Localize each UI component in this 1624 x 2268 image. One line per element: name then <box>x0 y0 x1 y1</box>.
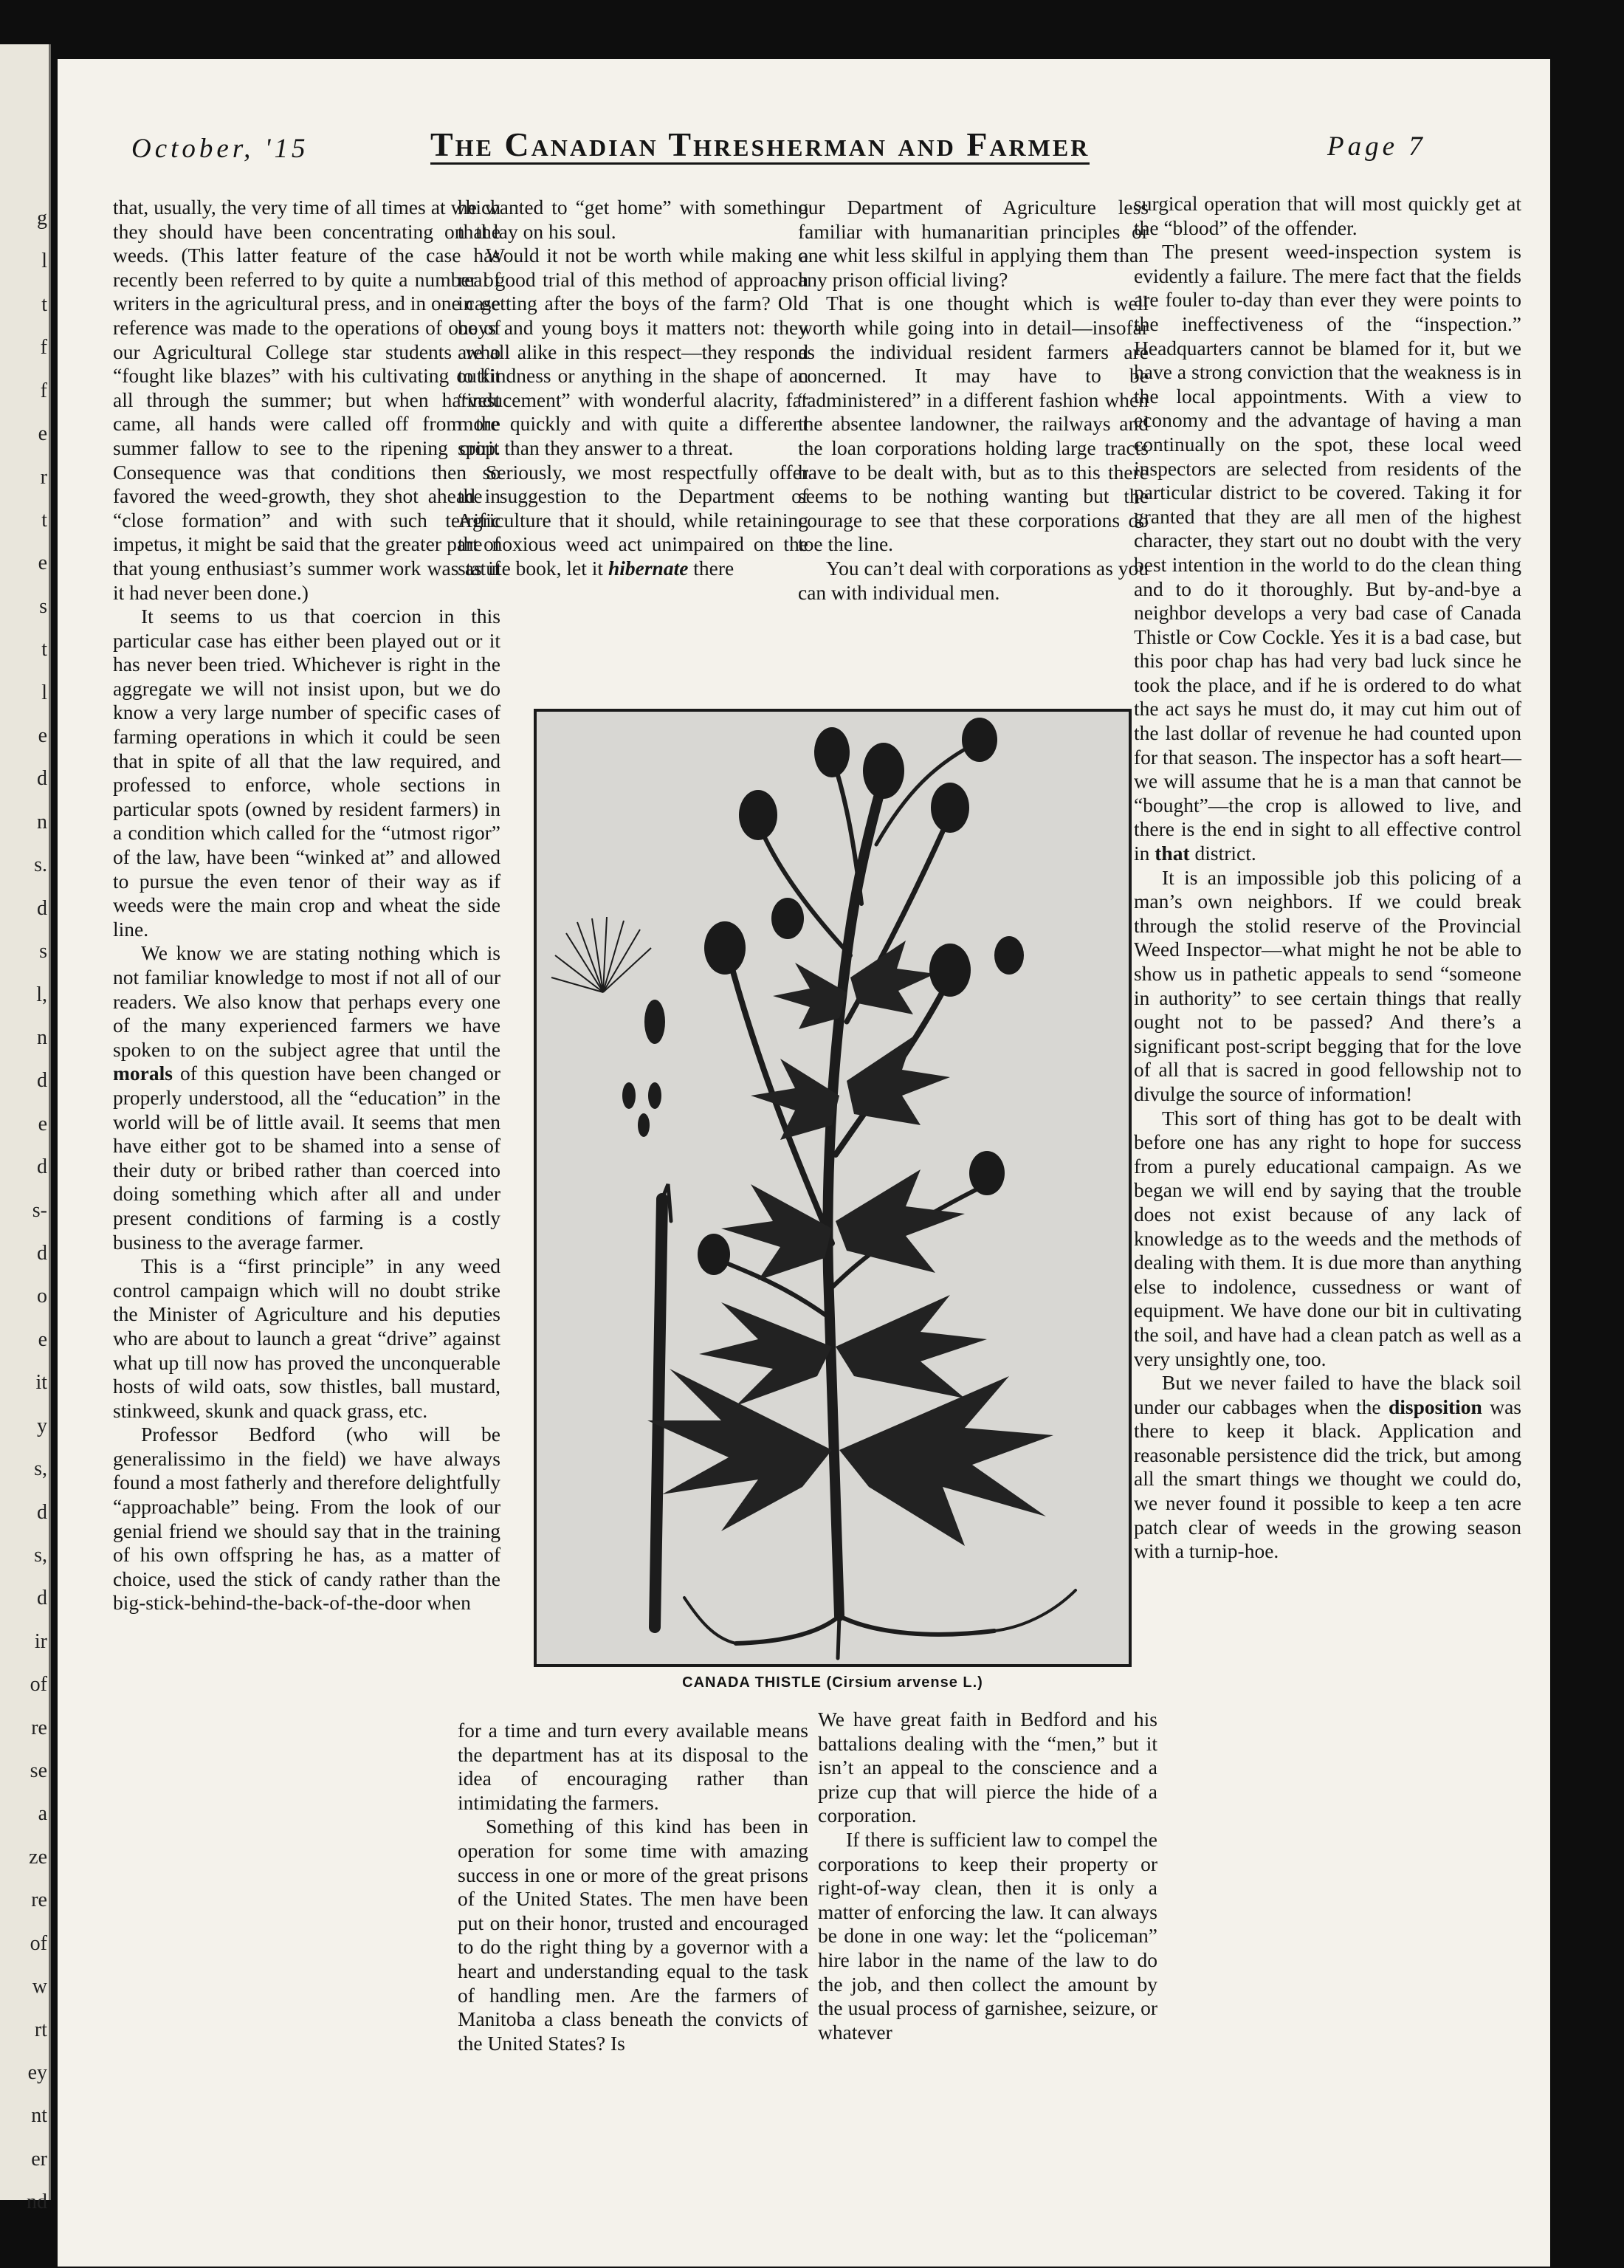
paragraph: Something of this kind has been in operation for some time with amazing success in one or more of the great prisons of the United States. The men have been put on their honor, trusted and encouraged to do the right thing by a governor with a heart and understanding equal to the task of handling men. Are the farmers of Manitoba a class beneath the convicts of the United States? Is <box>458 1815 808 2055</box>
paragraph: That is one thought which is well worth while going into in detail—insofar as the individual resident farmers are concerned. It may have to be “administered” in a different fashion when the absentee landowner, the railways and the loan corporations holding large tracts have to be dealt with, but as to this there seems to be nothing wanting but the courage to see that these corporations do toe the line. <box>798 292 1149 556</box>
prev-page-fragment: d <box>37 1242 47 1265</box>
prev-page-fragment: er <box>31 2148 47 2171</box>
prev-page-fragment: e <box>38 422 47 445</box>
prev-page-fragment: ze <box>29 1846 47 1869</box>
emphasis-disposition: disposition <box>1388 1395 1482 1418</box>
prev-page-fragment: nd <box>27 2190 47 2213</box>
prev-page-fragment: s, <box>34 1457 47 1480</box>
paragraph: You can’t deal with corporations as you can with individual men. <box>798 556 1149 604</box>
prev-page-fragment: l, <box>36 983 47 1006</box>
prev-page-fragment: s. <box>34 853 47 876</box>
thistle-illustration <box>537 712 1129 1664</box>
paragraph: It seems to us that coercion in this particular case has either been played out or it has never been tried. Whichever is right in the aggregate we will not insist upon, but we do know a very large number of specific cases of farming operations in which it could be seen that in spite of all that the law required, and professed to enforce, whole sections in particular spots (owned by resident farmers) in a condition which called for the “utmost rigor” of the law, have been “winked at” and allowed to pursue the even tenor of their way as if weeds were the main crop and wheat the side line. <box>113 605 500 941</box>
prev-page-fragment: r <box>40 466 47 489</box>
prev-page-fragment: d <box>37 1155 47 1178</box>
prev-page-fragment: nt <box>31 2104 47 2127</box>
prev-page-fragment: w <box>32 1975 47 1998</box>
column-3-top <box>798 196 1149 605</box>
issue-date: October, '15 <box>131 134 309 164</box>
prev-page-fragment: f <box>40 336 47 359</box>
masthead-title: The Canadian Thresherman and Farmer <box>430 126 1090 163</box>
prev-page-fragment: l <box>41 250 47 272</box>
paragraph: We know we are stating nothing which is not familiar knowledge to most if not all of our readers. We also know that perhaps every one of the many experienced farmers we have spoken to on the subject agree that until the morals of this question have been changed or properly understood, all the “education” in the world will be of little avail. It seems that men have either got to be shamed into a sense of their duty or bribed rather than coerced into doing something which after all and under present conditions of farming is a costly business to the average farmer. <box>113 941 500 1254</box>
emphasis-that: that <box>1155 842 1190 865</box>
prev-page-fragment: o <box>37 1285 47 1307</box>
paragraph: Would it not be worth while making a real good trial of this method of approach in getting after the boys of the farm? Old boys and young boys it matters not: they are all alike in this respect—they respond to kindness or anything in the shape of an “inducement” with wonderful alacrity, far more quickly and with quite a different spirit than they answer to a threat. <box>458 244 808 459</box>
prev-page-fragment: a <box>38 1802 47 1825</box>
emphasis-hibernate: hibernate <box>608 556 689 580</box>
prev-page-fragment: rt <box>34 2018 47 2041</box>
prev-page-fragment: ey <box>27 2061 47 2084</box>
prev-page-fragment: of <box>30 1932 47 1955</box>
figure-caption: CANADA THISTLE (Cirsium arvense L.) <box>682 1674 983 1691</box>
paragraph: our Department of Agriculture less familiar with humanaritian principles or one whit less skilful in applying them than any prison official living? <box>798 196 1149 291</box>
prev-page-fragment: e <box>38 551 47 574</box>
paragraph: This sort of thing has got to be dealt with before one has any right to hope for success from a purely educational campaign. As we began we will end by saying that the trouble does not exist because of any lack of knowledge as to the weeds and the methods of dealing with them. It is due more than anything else to indolence, cussedness or want of equipment. We have done our bit in cultivating the soil, and have had a clean patch as well as a very unsightly one, too. <box>1134 1106 1521 1370</box>
paragraph: Seriously, we most respectfully offer the suggestion to the Department of Agriculture that it should, while retaining the noxious weed act unimpaired on the statute book, let it hibernate there <box>458 460 808 580</box>
paragraph: he wanted to “get home” with something that lay on his soul. <box>458 196 808 243</box>
thistle-figure <box>534 709 1132 1713</box>
page-number: Page 7 <box>1327 131 1426 162</box>
paragraph: We have great faith in Bedford and his battalions dealing with the “men,” but it isn’t an appeal to the conscience and a prize cup that will pierce the hide of a corporation. <box>818 1708 1157 1827</box>
column-2-bottom <box>458 1719 808 2055</box>
column-3-bottom <box>818 1708 1157 2044</box>
prev-page-fragment: n <box>37 811 47 834</box>
paragraph: surgical operation that will most quickly get at the “blood” of the offender. <box>1134 192 1521 239</box>
prev-page-fragment: se <box>30 1759 47 1782</box>
prev-page-fragment: s, <box>34 1544 47 1567</box>
previous-page-edge <box>0 44 51 2213</box>
prev-page-fragment: re <box>31 1717 47 1739</box>
column-2-top <box>458 196 808 581</box>
prev-page-fragment: s <box>39 595 47 618</box>
paragraph: It is an impossible job this policing of a man’s own neighbors. If we could break through the stolid reserve of the Provincial Weed Inspector—what might he not be able to show us in pathetic appeals to send “someone in authority” to see certain things that really ought not to be passed? And there’s a significant post-script begging that for the love of all that is sacred in good fellowship not to divulge the source of information! <box>1134 865 1521 1105</box>
paragraph: for a time and turn every available means the department has at its disposal to the idea of encouraging rather than intimidating the farmers. <box>458 1719 808 1814</box>
prev-page-fragment: ir <box>34 1630 47 1653</box>
prev-page-fragment: of <box>30 1673 47 1696</box>
prev-page-fragment: d <box>37 897 47 920</box>
paragraph: that, usually, the very time of all times at which they should have been concentrating on the weeds. (This latter feature of the case has recently been referred to by quite a number of writers in the agricultural press, and in one case reference was made to the operations of one of our Agricultural College star students who “fought like blazes” with his cultivating outfit all through the summer; but when harvest came, all hands were called off from the summer fallow to see to the ripening crop. Consequence was that conditions then so favored the weed-growth, they shot ahead in “close formation” and with such terrific impetus, it might be said that the greater part of that young enthusiast’s summer work was as if it had never been done.) <box>113 196 500 604</box>
prev-page-fragment: e <box>38 1328 47 1351</box>
column-1 <box>113 196 500 1615</box>
prev-page-fragment: d <box>37 1069 47 1092</box>
prev-page-fragment: t <box>41 509 47 532</box>
prev-page-fragment: d <box>37 767 47 790</box>
figure-frame <box>534 709 1132 1667</box>
paragraph: If there is sufficient law to compel the corporations to keep their property or right-of-way clean, then it is only a matter of enforcing the law. It can always be done in one way: let the “policeman” hire labor in the name of the law to do the job, and then collect the amount by the usual process of garnishee, seizure, or whatever <box>818 1827 1157 2044</box>
emphasis-morals: morals <box>113 1062 173 1085</box>
prev-page-fragment: f <box>40 379 47 402</box>
prev-page-fragment: l <box>41 681 47 704</box>
newspaper-page <box>58 59 1550 2267</box>
prev-page-fragment: s <box>39 940 47 963</box>
prev-page-fragment: re <box>31 1889 47 1911</box>
prev-page-fragment: d <box>37 1501 47 1524</box>
prev-page-fragment: e <box>38 1113 47 1135</box>
paragraph: This is a “first principle” in any weed control campaign which will no doubt strike the Minister of Agriculture and his deputies who are about to launch a great “drive” against what up till now has proved the unconquerable hosts of wild oats, sow thistles, ball mustard, stinkweed, skunk and quack grass, etc. <box>113 1254 500 1422</box>
paragraph: The present weed-inspection system is evidently a failure. The mere fact that the fields are fouler to-day than ever they were points to the ineffectiveness of the “inspection.” Headquarters cannot be blamed for it, but we have a strong conviction that the weakness is in the local appointments. With a view to economy and the advantage of having a man continually on the spot, these local weed inspectors are selected from residents of the particular district to be covered. Taking it for granted that they are all men of the highest character, they start out no doubt with the very best intention in the world to do the clean thing and to do it thoroughly. But by-and-bye a neighbor develops a very bad case of Canada Thistle or Cow Cockle. Yes it is a bad case, but this poor chap has had very bad luck since he took the place, and if he is ordered to do what the act says he must do, it may cut him out of the last dollar of revenue he had counted upon for that season. The inspector has a soft heart—we will assume that he is a man that cannot be “bought”—the crop is allowed to live, and there is the end in sight to all effective control in that district. <box>1134 240 1521 865</box>
prev-page-fragment: t <box>41 638 47 661</box>
prev-page-fragment: s- <box>32 1199 47 1222</box>
prev-page-fragment: it <box>35 1371 47 1394</box>
prev-page-fragment: y <box>37 1415 47 1437</box>
prev-page-fragment: e <box>38 724 47 747</box>
paragraph: Professor Bedford (who will be generalissimo in the field) we have always found a most fatherly and therefore delightfully “approachable” being. From the look of our genial friend we should say that in the training of his own offspring he has, as a matter of choice, used the stick of candy rather than the big-stick-behind-the-back-of-the-door when <box>113 1423 500 1615</box>
prev-page-fragment: d <box>37 1587 47 1609</box>
paragraph: But we never failed to have the black soil under our cabbages when the disposition was there to keep it black. Application and reasonable persistence did the trick, but among all the smart things we thought we could do, we never found it possible to keep a ten acre patch clear of weeds in the growing season with a turnip-hoe. <box>1134 1371 1521 1563</box>
prev-page-fragment: g <box>37 207 47 230</box>
prev-page-fragment: t <box>41 293 47 316</box>
prev-page-fragment: n <box>37 1026 47 1049</box>
column-4 <box>1134 192 1521 1564</box>
